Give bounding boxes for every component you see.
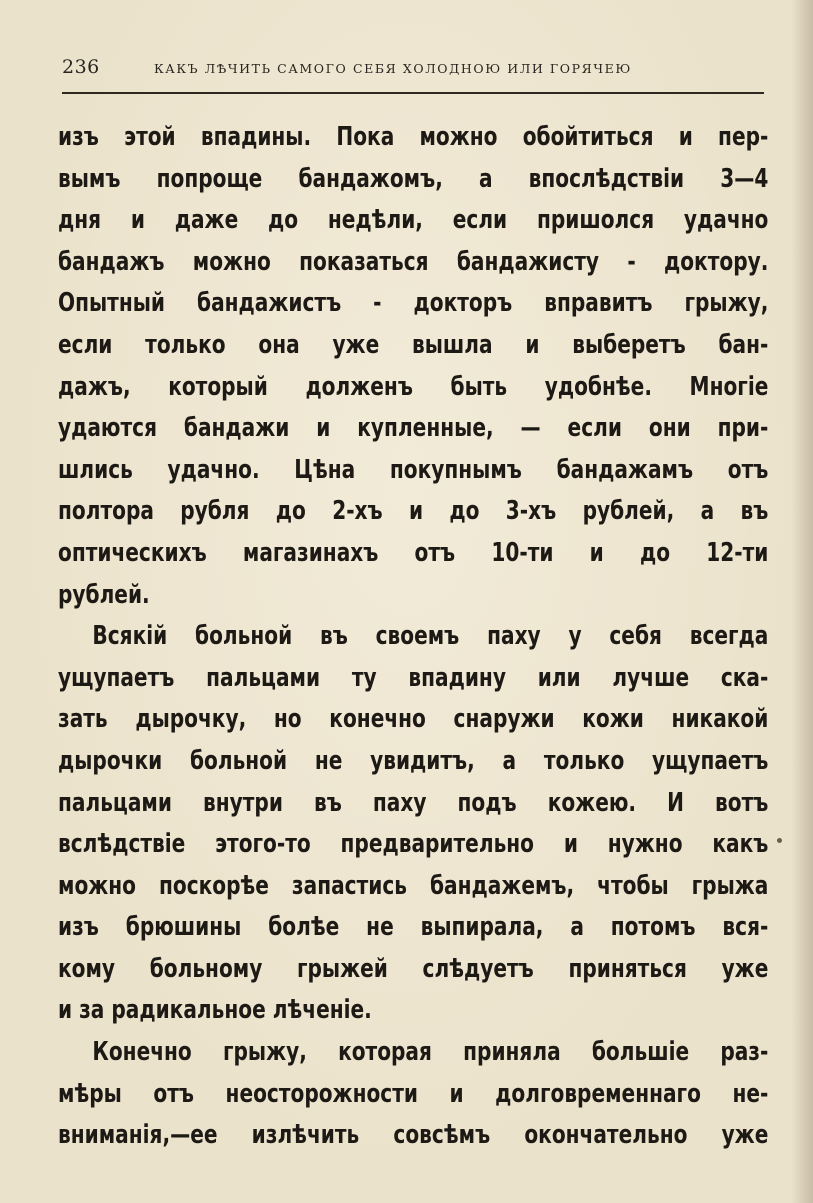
text-line: изъ брюшины болѣе не выпирала, а потомъ вся- — [58, 912, 769, 943]
text-line: дырочки больной не увидитъ, а только ущупаетъ — [58, 745, 769, 776]
text-line: оптическихъ магазинахъ отъ 10-ти и до 12-ти — [58, 537, 769, 568]
text-line: если только она уже вышла и выберетъ бан- — [58, 329, 769, 360]
text-line: вымъ попроще бандажомъ, а впослѣдствіи 3—4 — [58, 163, 769, 194]
text-line: полтора рубля до 2-хъ и до 3-хъ рублей, а въ — [58, 496, 769, 527]
text-line: ущупаетъ пальцами ту впадину или лучше ска- — [58, 662, 769, 693]
running-title: КАКЪ ЛѢЧИТЬ САМОГО СЕБЯ ХОЛОДНОЮ ИЛИ ГОРЯЧЕЮ — [154, 61, 632, 76]
header-rule — [62, 92, 764, 94]
text-line: пальцами внутри въ паху подъ кожею. И вотъ — [58, 787, 769, 818]
text-line: дня и даже до недѣли, если пришолся удачно — [58, 205, 769, 236]
text-line: кому больному грыжей слѣдуетъ приняться уже — [58, 953, 769, 984]
paragraph-first-line: Конечно грыжу, которая приняла большіе раз- — [92, 1037, 769, 1068]
page-edge-shadow — [791, 0, 813, 1203]
margin-ink-spot — [777, 838, 782, 843]
text-line: бандажъ можно показаться бандажисту - доктору. — [58, 246, 769, 277]
text-line: вслѣдствіе этого-то предварительно и нужно какъ — [58, 829, 769, 860]
text-line: мѣры отъ неосторожности и долговременнаго не- — [58, 1078, 769, 1109]
paragraph-first-line: Всякій больной въ своемъ паху у себя всегда — [92, 621, 769, 652]
page-header — [62, 52, 764, 88]
page-number: 236 — [62, 56, 100, 78]
body-text — [58, 117, 768, 1157]
text-line: шлись удачно. Цѣна покупнымъ бандажамъ отъ — [58, 454, 769, 485]
text-line: и за радикальное лѣченіе. — [58, 995, 372, 1026]
text-line: дажъ, который долженъ быть удобнѣе. Многіе — [58, 371, 769, 402]
text-line: рублей. — [58, 579, 150, 610]
text-line: зать дырочку, но конечно снаружи кожи никакой — [58, 704, 769, 735]
text-line: можно поскорѣе запастись бандажемъ, чтобы грыжа — [58, 870, 769, 901]
text-line: вниманія,—ее излѣчить совсѣмъ окончательно уже — [58, 1120, 769, 1151]
text-line: удаются бандажи и купленные, — если они при- — [58, 413, 769, 444]
text-line: Опытный бандажистъ - докторъ вправитъ грыжу, — [58, 288, 769, 319]
text-line: изъ этой впадины. Пока можно обойтиться и пер- — [58, 122, 769, 152]
